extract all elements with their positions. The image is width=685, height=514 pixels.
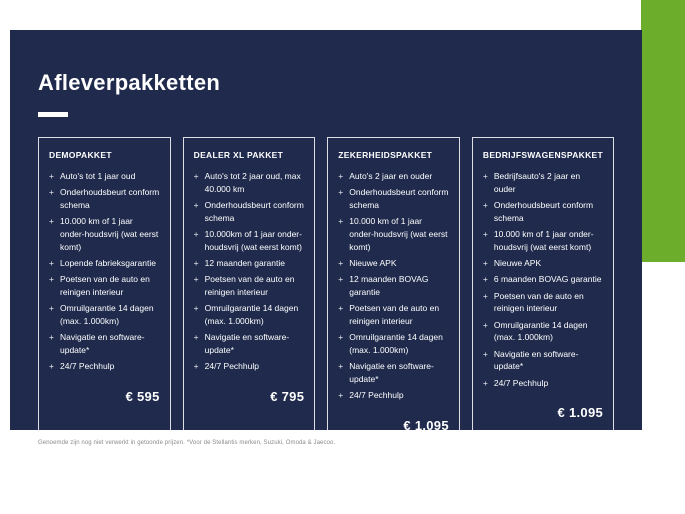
plus-icon: + xyxy=(482,274,488,285)
package-price: € 1.095 xyxy=(403,417,449,433)
package-item xyxy=(338,389,449,402)
plus-icon: + xyxy=(482,258,488,268)
package-title: DEMOPAKKET xyxy=(49,150,112,160)
package-title: DEALER XL PAKKET xyxy=(193,150,284,160)
package-item xyxy=(483,348,603,374)
package-item xyxy=(49,170,160,183)
plus-icon: + xyxy=(49,332,54,343)
package-item-text: Navigatie en software-update* xyxy=(493,348,579,372)
package-item-text: 10.000 km of 1 jaar onder-houdsvrij (wat eerst komt) xyxy=(493,229,594,252)
package-item-list xyxy=(338,170,449,406)
package-card-zekerheidspakket xyxy=(327,137,460,444)
package-item xyxy=(338,273,449,299)
package-price: € 795 xyxy=(270,388,305,404)
package-item-list xyxy=(483,170,603,393)
package-item-text: Navigatie en software-update* xyxy=(204,332,290,355)
package-item xyxy=(49,215,160,253)
plus-icon: + xyxy=(338,361,344,372)
package-item-text: Omruilgarantie 14 dagen (max. 1.000km) xyxy=(349,332,443,355)
plus-icon: + xyxy=(482,200,488,210)
plus-icon: + xyxy=(338,216,344,227)
plus-icon: + xyxy=(193,258,199,268)
package-item xyxy=(49,360,160,373)
plus-icon: + xyxy=(338,303,344,314)
package-item xyxy=(483,273,603,286)
package-item xyxy=(338,302,449,328)
plus-icon: + xyxy=(193,171,199,181)
package-item-text: 24/7 Pechhulp xyxy=(60,361,115,372)
package-item xyxy=(194,273,305,299)
plus-icon: + xyxy=(49,171,54,181)
package-item xyxy=(483,290,603,316)
package-item xyxy=(338,360,449,386)
package-item-text: Onderhoudsbeurt conform schema xyxy=(493,200,594,223)
package-item xyxy=(194,257,305,270)
plus-icon: + xyxy=(482,348,488,359)
package-item xyxy=(338,257,449,270)
green-accent-block xyxy=(641,0,685,262)
package-price: € 595 xyxy=(125,388,160,404)
plus-icon: + xyxy=(482,229,488,239)
content-panel xyxy=(10,30,642,433)
package-item-text: Lopende fabrieksgarantie xyxy=(60,258,156,268)
plus-icon: + xyxy=(193,303,199,314)
plus-icon: + xyxy=(482,319,488,330)
package-item xyxy=(338,170,449,183)
package-item-text: Poetsen van de auto en reinigen interieur xyxy=(349,303,440,326)
package-item-text: 12 maanden BOVAG garantie xyxy=(349,274,429,297)
package-item-text: Onderhoudsbeurt conform schema xyxy=(349,187,449,210)
package-item-text: Onderhoudsbeurt conform schema xyxy=(60,187,160,210)
package-item-text: Nieuwe APK xyxy=(493,258,542,268)
package-item-text: 10.000 km of 1 jaar onder-houdsvrij (wat eerst komt) xyxy=(60,216,159,252)
footnote: Genoemde zijn nog niet verwerkt in getoonde prijzen. *Voor de Stellantis merken, Suzuki, Omoda & Jaecoo. xyxy=(38,440,336,446)
package-item xyxy=(194,199,305,225)
plus-icon: + xyxy=(49,187,54,198)
package-item xyxy=(49,302,160,328)
package-item xyxy=(338,186,449,212)
package-item-text: Navigatie en software-update* xyxy=(349,361,434,384)
package-card-dealer-xl-pakket xyxy=(183,137,316,444)
package-item xyxy=(194,228,305,254)
plus-icon: + xyxy=(49,303,54,314)
package-item xyxy=(483,170,603,196)
package-item-text: Auto's tot 1 jaar oud xyxy=(60,171,136,181)
plus-icon: + xyxy=(338,258,344,268)
package-item-text: Poetsen van de auto en reinigen interieur xyxy=(60,274,150,297)
package-item xyxy=(483,377,603,390)
plus-icon: + xyxy=(49,258,54,268)
package-item-text: Omruilgarantie 14 dagen (max. 1.000km) xyxy=(493,319,588,343)
package-item-text: Poetsen van de auto en reinigen interieur xyxy=(204,274,295,297)
plus-icon: + xyxy=(193,332,199,343)
package-card-demopakket xyxy=(38,137,171,444)
package-item xyxy=(194,331,305,357)
plus-icon: + xyxy=(338,187,344,198)
package-item-text: 10.000km of 1 jaar onder-houdsvrij (wat eerst komt) xyxy=(204,229,302,252)
package-item-text: Nieuwe APK xyxy=(349,258,397,268)
package-item xyxy=(338,215,449,253)
package-item-text: Poetsen van de auto en reinigen interieur xyxy=(493,290,584,314)
package-item-text: 12 maanden garantie xyxy=(204,258,285,268)
package-item xyxy=(194,302,305,328)
plus-icon: + xyxy=(482,171,488,181)
package-item-text: 6 maanden BOVAG garantie xyxy=(493,274,602,285)
plus-icon: + xyxy=(338,274,344,285)
package-item xyxy=(483,257,603,270)
package-item-text: Bedrijfsauto's 2 jaar en ouder xyxy=(493,171,581,194)
package-cards xyxy=(38,137,614,444)
package-item-text: Auto's 2 jaar en ouder xyxy=(349,171,433,181)
package-item xyxy=(483,199,603,225)
package-item xyxy=(483,228,603,254)
package-item-text: 24/7 Pechhulp xyxy=(204,361,259,372)
package-title: BEDRIJFSWAGENSPAKKET xyxy=(482,150,604,160)
package-item-list xyxy=(194,170,305,377)
plus-icon: + xyxy=(193,361,199,372)
page-title: Afleverpakketten xyxy=(38,70,221,95)
plus-icon: + xyxy=(49,216,54,227)
title-underline xyxy=(38,112,68,117)
package-item-text: Omruilgarantie 14 dagen (max. 1.000km) xyxy=(60,303,154,326)
package-item-text: Navigatie en software-update* xyxy=(60,332,145,355)
package-item-text: 24/7 Pechhulp xyxy=(493,377,549,388)
plus-icon: + xyxy=(338,332,344,343)
plus-icon: + xyxy=(338,390,344,401)
plus-icon: + xyxy=(193,229,199,239)
plus-icon: + xyxy=(49,361,54,372)
package-item-text: 24/7 Pechhulp xyxy=(349,390,404,401)
package-item xyxy=(194,360,305,373)
plus-icon: + xyxy=(482,377,488,388)
package-item xyxy=(49,273,160,299)
package-item xyxy=(483,319,603,345)
package-item xyxy=(338,331,449,357)
package-item-text: Onderhoudsbeurt conform schema xyxy=(204,200,304,223)
plus-icon: + xyxy=(193,274,199,285)
package-card-bedrijfswagenspakket xyxy=(472,137,614,444)
package-item-text: Auto's tot 2 jaar oud, max 40.000 km xyxy=(204,171,301,194)
plus-icon: + xyxy=(193,200,199,210)
plus-icon: + xyxy=(338,171,344,181)
package-item xyxy=(194,170,305,196)
package-item-text: 10.000 km of 1 jaar onder-houdsvrij (wat eerst komt) xyxy=(349,216,448,252)
plus-icon: + xyxy=(482,290,488,301)
package-item xyxy=(49,331,160,357)
package-item-text: Omruilgarantie 14 dagen (max. 1.000km) xyxy=(204,303,299,326)
package-title: ZEKERHEIDSPAKKET xyxy=(338,150,433,160)
package-item xyxy=(49,186,160,212)
package-item-list xyxy=(49,170,160,377)
package-price: € 1.095 xyxy=(557,404,604,420)
package-item xyxy=(49,257,160,270)
plus-icon: + xyxy=(49,274,54,285)
